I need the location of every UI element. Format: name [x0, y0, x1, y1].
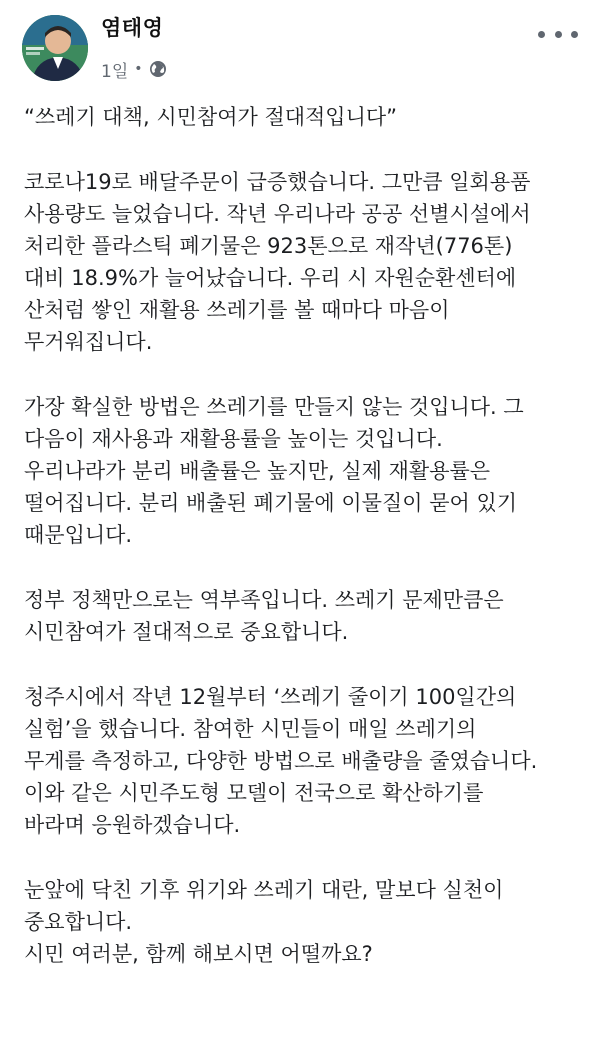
- body-line: 우리나라가 분리 배출률은 높지만, 실제 재활용률은: [24, 459, 491, 483]
- body-line: 바라며 응원하겠습니다.: [24, 813, 241, 837]
- body-line: 청주시에서 작년 12월부터 ‘쓰레기 줄이기 100일간의: [24, 685, 517, 709]
- post-title-line: “쓰레기 대책, 시민참여가 절대적입니다”: [24, 105, 398, 129]
- post-timestamp[interactable]: 1일: [101, 61, 129, 82]
- more-dot: [555, 31, 562, 38]
- post-header: [0, 0, 600, 100]
- profile-photo: [22, 15, 88, 81]
- post-meta: [101, 57, 167, 81]
- body-line: 가장 확실한 방법은 쓰레기를 만들지 않는 것입니다. 그: [24, 395, 524, 419]
- body-line: 처리한 플라스틱 폐기물은 923톤으로 재작년(776톤): [24, 234, 513, 258]
- post-paragraph: [24, 584, 590, 648]
- more-options-icon[interactable]: [538, 24, 578, 44]
- body-line: 사용량도 늘었습니다. 작년 우리나라 공공 선별시설에서: [24, 202, 531, 226]
- avatar[interactable]: [22, 15, 88, 81]
- author-name[interactable]: 염태영: [101, 16, 164, 40]
- body-line: 대비 18.9%가 늘어났습니다. 우리 시 자원순환센터에: [24, 266, 517, 290]
- body-line: 무거워집니다.: [24, 330, 153, 354]
- post-paragraph: [24, 874, 590, 970]
- post-paragraph: [24, 391, 590, 551]
- meta-separator: •: [134, 61, 143, 77]
- post-body: [24, 101, 590, 1003]
- body-line: 중요합니다.: [24, 910, 133, 934]
- post-paragraph: [24, 166, 590, 358]
- body-line: 무게를 측정하고, 다양한 방법으로 배출량을 줄였습니다.: [24, 749, 538, 773]
- body-line: 눈앞에 닥친 기후 위기와 쓰레기 대란, 말보다 실천이: [24, 878, 504, 902]
- body-line: 산처럼 쌓인 재활용 쓰레기를 볼 때마다 마음이: [24, 298, 450, 322]
- post-paragraph: [24, 101, 590, 133]
- body-line: 코로나19로 배달주문이 급증했습니다. 그만큼 일회용품: [24, 170, 531, 194]
- body-line: 때문입니다.: [24, 523, 133, 547]
- body-line: 정부 정책만으로는 역부족입니다. 쓰레기 문제만큼은: [24, 588, 504, 612]
- body-line: 시민참여가 절대적으로 중요합니다.: [24, 620, 349, 644]
- body-line: 다음이 재사용과 재활용률을 높이는 것입니다.: [24, 427, 443, 451]
- body-line: 떨어집니다. 분리 배출된 폐기물에 이물질이 묻어 있기: [24, 491, 518, 515]
- body-line: 시민 여러분, 함께 해보시면 어떨까요?: [24, 942, 373, 966]
- globe-icon[interactable]: [149, 60, 167, 78]
- more-dot: [538, 31, 545, 38]
- body-line: 이와 같은 시민주도형 모델이 전국으로 확산하기를: [24, 781, 484, 805]
- body-line: 실험’을 했습니다. 참여한 시민들이 매일 쓰레기의: [24, 717, 477, 741]
- more-dot: [571, 31, 578, 38]
- post-paragraph: [24, 681, 590, 841]
